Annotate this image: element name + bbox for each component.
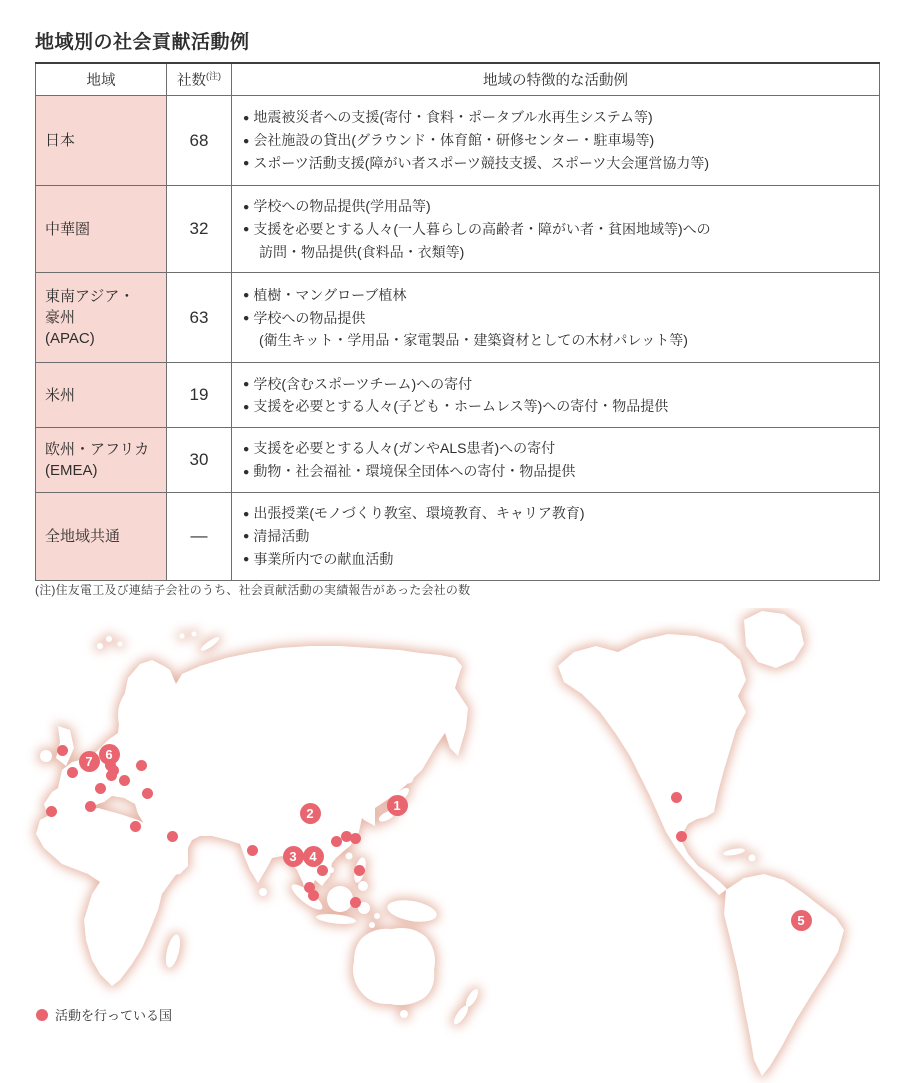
activity-dot (95, 783, 106, 794)
activity-dot (350, 833, 361, 844)
numbered-marker: 6 (99, 744, 120, 765)
header-examples: 地域の特徴的な活動例 (232, 63, 880, 96)
activity-dot (57, 745, 68, 756)
count-cell: 68 (167, 96, 232, 186)
bullet-item: ● 支援を必要とする人々(一人暮らしの高齢者・障がい者・貧困地域等)への 訪問・物品提供(食料品・衣類等) (243, 218, 871, 264)
bullet-item: ● 事業所内での献血活動 (243, 548, 871, 571)
bullet-item: ● スポーツ活動支援(障がい者スポーツ競技支援、スポーツ大会運営協力等) (243, 152, 871, 175)
header-count: 社数$^{(注)}$ (167, 63, 232, 96)
activity-dot (85, 801, 96, 812)
bullet-item: ● 支援を必要とする人々(子ども・ホームレス等)への寄付・物品提供 (243, 395, 871, 418)
examples-cell (232, 363, 880, 428)
table-row (36, 493, 880, 580)
table-header-row (36, 63, 880, 96)
region-cell: 日本 (36, 96, 167, 186)
bullet-item: ● 学校への物品提供(学用品等) (243, 195, 871, 218)
activity-dot (167, 831, 178, 842)
numbered-marker: 2 (300, 803, 321, 824)
activity-dot (354, 865, 365, 876)
table-row (36, 363, 880, 428)
count-cell: — (167, 493, 232, 580)
bullet-item: ● 学校への物品提供 (衛生キット・学用品・家電製品・建築資材としての木材パレット等) (243, 307, 871, 353)
legend-dot-icon (36, 1009, 48, 1021)
examples-cell (232, 493, 880, 580)
bullet-item: ● 動物・社会福祉・環境保全団体への寄付・物品提供 (243, 460, 871, 483)
map-legend (36, 1005, 172, 1024)
examples-cell (232, 96, 880, 186)
bullet-item: ● 植樹・マングローブ植林 (243, 284, 871, 307)
numbered-marker: 7 (79, 751, 100, 772)
activity-dot (331, 836, 342, 847)
numbered-marker: 4 (303, 846, 324, 867)
activity-dot (119, 775, 130, 786)
examples-cell (232, 186, 880, 273)
examples-cell (232, 428, 880, 493)
count-cell: 32 (167, 186, 232, 273)
numbered-marker: 3 (283, 846, 304, 867)
activity-dot (317, 865, 328, 876)
region-cell: 中華圏 (36, 186, 167, 273)
table-row (36, 273, 880, 363)
header-region: 地域 (36, 63, 167, 96)
activity-dot (46, 806, 57, 817)
table-body (36, 96, 880, 581)
activity-dot (350, 897, 361, 908)
activity-dot (676, 831, 687, 842)
table-row (36, 186, 880, 273)
activity-dot (308, 890, 319, 901)
activity-dot (130, 821, 141, 832)
region-cell: 欧州・アフリカ (EMEA) (36, 428, 167, 493)
activity-dot (136, 760, 147, 771)
bullet-item: ● 地震被災者への支援(寄付・食料・ポータブル水再生システム等) (243, 106, 871, 129)
activity-dot (106, 770, 117, 781)
legend-label: 活動を行っている国 (55, 1008, 173, 1023)
header-count-note-sup: (注) (206, 71, 221, 81)
bullet-item: ● 清掃活動 (243, 525, 871, 548)
numbered-marker: 1 (387, 795, 408, 816)
bullet-item: ● 学校(含むスポーツチーム)への寄付 (243, 373, 871, 396)
activity-table (35, 62, 880, 581)
examples-cell (232, 273, 880, 363)
bullet-item: ● 出張授業(モノづくり教室、環境教育、キャリア教育) (243, 502, 871, 525)
activity-dot (142, 788, 153, 799)
table-row (36, 96, 880, 186)
region-cell: 米州 (36, 363, 167, 428)
activity-dot (671, 792, 682, 803)
region-cell: 全地域共通 (36, 493, 167, 580)
region-cell: 東南アジア・ 豪州 (APAC) (36, 273, 167, 363)
table-row (36, 428, 880, 493)
bullet-item: ● 支援を必要とする人々(ガンやALS患者)への寄付 (243, 437, 871, 460)
activity-dot (67, 767, 78, 778)
page-title: 地域別の社会貢献活動例 (35, 31, 250, 53)
bullet-item: ● 会社施設の貸出(グラウンド・体育館・研修センター・駐車場等) (243, 129, 871, 152)
count-cell: 19 (167, 363, 232, 428)
count-cell: 30 (167, 428, 232, 493)
activity-dot (247, 845, 258, 856)
count-cell: 63 (167, 273, 232, 363)
numbered-marker: 5 (791, 910, 812, 931)
footnote: (注)住友電工及び連結子会社のうち、社会貢献活動の実績報告があった会社の数 (35, 583, 471, 597)
